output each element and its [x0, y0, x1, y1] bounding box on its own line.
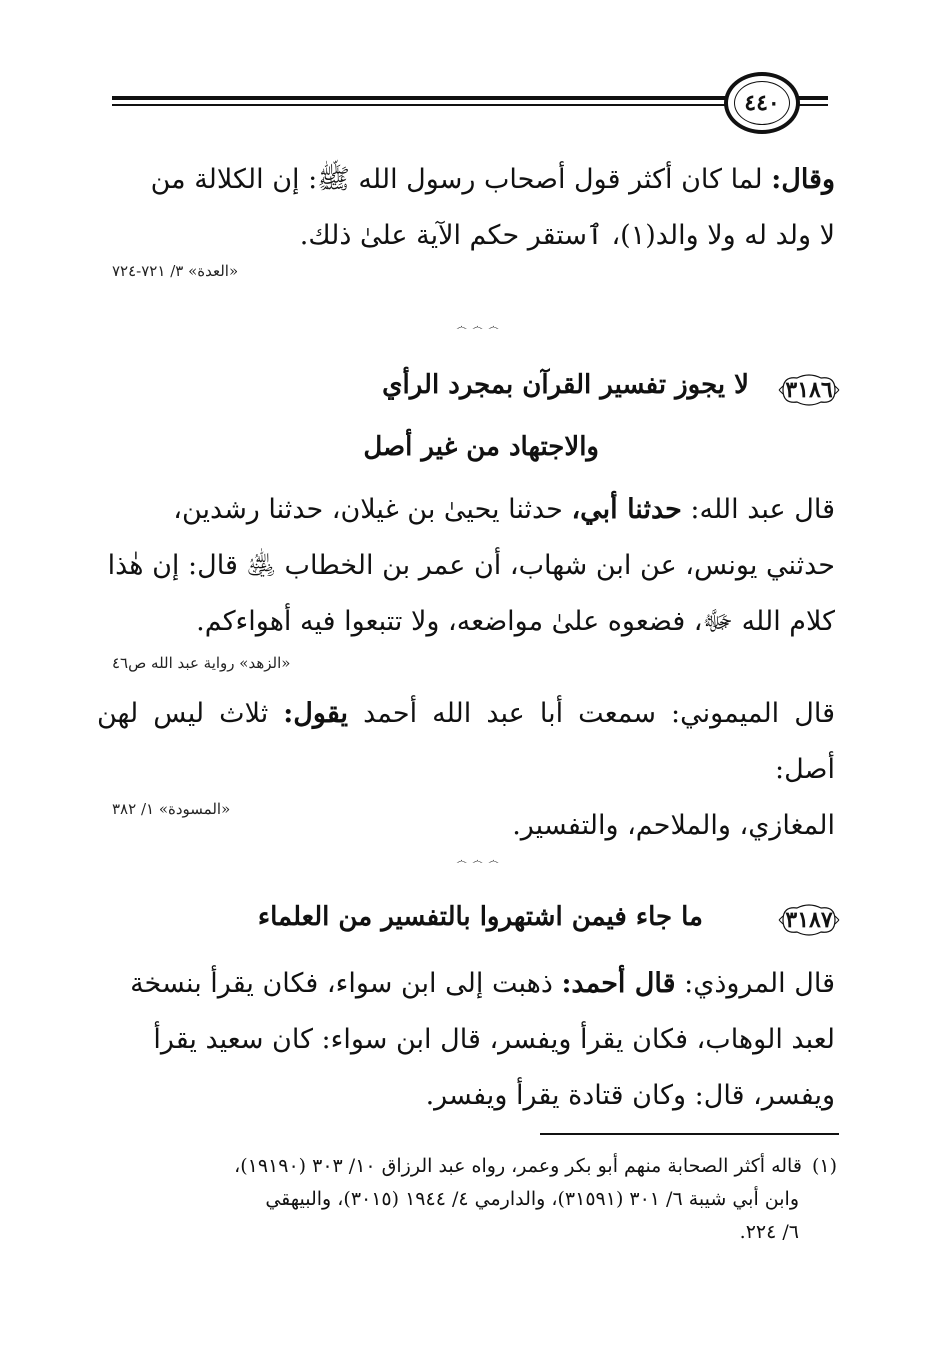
bold-phrase: حدثنا أبي،	[571, 494, 682, 525]
line-text: قال المروذي:	[675, 968, 835, 999]
source-citation: «الزهد» رواية عبد الله ص٤٦	[112, 654, 291, 672]
line-text: ثلاث ليس لهن أصل:	[97, 698, 835, 785]
line-text: لعبد الوهاب، فكان يقرأ ويفسر، قال ابن سواء: كان سعيد يقرأ	[153, 1024, 835, 1055]
bold-phrase: قال أحمد:	[561, 968, 676, 999]
text-line	[97, 1068, 835, 1124]
paragraph-kalala	[105, 152, 835, 264]
section-title-line2: والاجتهاد من غير أصل	[363, 432, 599, 462]
text-line	[97, 686, 835, 798]
page-number-ring	[724, 72, 800, 134]
line-text: حدثنا يحيىٰ بن غيلان، حدثنا رشدين،	[173, 494, 572, 525]
section-number: ٣١٨٦	[785, 377, 833, 403]
line-text: قال عبد الله:	[681, 494, 835, 525]
paragraph-marrudhi	[97, 956, 835, 1124]
text-line	[97, 1012, 835, 1068]
line-text: ذهبت إلى ابن سواء، فكان يقرأ بنسخة	[130, 968, 562, 999]
footnote-marker: (١)	[811, 1155, 837, 1177]
source-citation: «العدة» ٣/ ٧٢١-٧٢٤	[112, 262, 239, 280]
line-text: كلام الله ﷻ، فضعوه علىٰ مواضعه، ولا تتبعوا فيه أهواءكم.	[196, 606, 835, 637]
footnote-text: وابن أبي شيبة ٦/ ٣٠١ (٣١٥٩١)، والدارمي ٤/ ١٩٤٤ (٣٠١٥)، والبيهقي	[265, 1188, 799, 1210]
paragraph-maymuni	[97, 686, 835, 854]
footnote-text: ٦/ ٢٢٤.	[739, 1221, 799, 1243]
text-line	[105, 208, 835, 264]
footnote-rule	[540, 1133, 839, 1135]
footnote-line	[107, 1150, 837, 1183]
line-text: لما كان أكثر قول أصحاب رسول الله ﷺ: إن الكلالة من	[150, 164, 772, 195]
line-text: قال الميموني: سمعت أبا عبد الله أحمد	[348, 698, 836, 729]
section-title-line1: لا يجوز تفسير القرآن بمجرد الرأي	[382, 370, 749, 400]
footnote-text: قاله أكثر الصحابة منهم أبو بكر وعمر، رواه عبد الرزاق ١٠/ ٣٠٣ (١٩١٩٠)،	[234, 1155, 802, 1177]
header-rule	[112, 96, 730, 110]
source-citation: «المسودة» ١/ ٣٨٢	[112, 800, 231, 818]
page-number: ٤٤٠	[744, 90, 780, 116]
footnote-line	[107, 1183, 837, 1216]
text-line	[97, 956, 835, 1012]
text-line	[105, 152, 835, 208]
section-number-badge	[777, 902, 841, 938]
bold-phrase: يقول:	[283, 698, 349, 729]
line-text: ويفسر، قال: وكان قتادة يقرأ ويفسر.	[425, 1080, 835, 1111]
footnote	[107, 1150, 837, 1249]
section-separator: ෴ ෴ ෴	[456, 320, 500, 333]
line-text: حدثني يونس، عن ابن شهاب، أن عمر بن الخطاب ﵁ قال: إن هٰذا	[107, 550, 835, 581]
section-number: ٣١٨٧	[785, 907, 833, 933]
section-number-badge	[777, 372, 841, 408]
text-line	[97, 482, 835, 538]
footnote-line	[107, 1216, 837, 1249]
text-line	[97, 594, 835, 650]
line-text: لا ولد له ولا والد(١)، ٱستقر حكم الآية علىٰ ذلك.	[299, 220, 835, 251]
section-separator: ෴ ෴ ෴	[456, 854, 500, 867]
line-text: المغازي، والملاحم، والتفسير.	[512, 810, 835, 841]
header-rule-end	[798, 96, 828, 110]
paragraph-hadith	[97, 482, 835, 650]
bold-lead: وقال:	[771, 164, 835, 195]
text-line	[97, 538, 835, 594]
section-title: ما جاء فيمن اشتهروا بالتفسير من العلماء	[257, 902, 703, 932]
